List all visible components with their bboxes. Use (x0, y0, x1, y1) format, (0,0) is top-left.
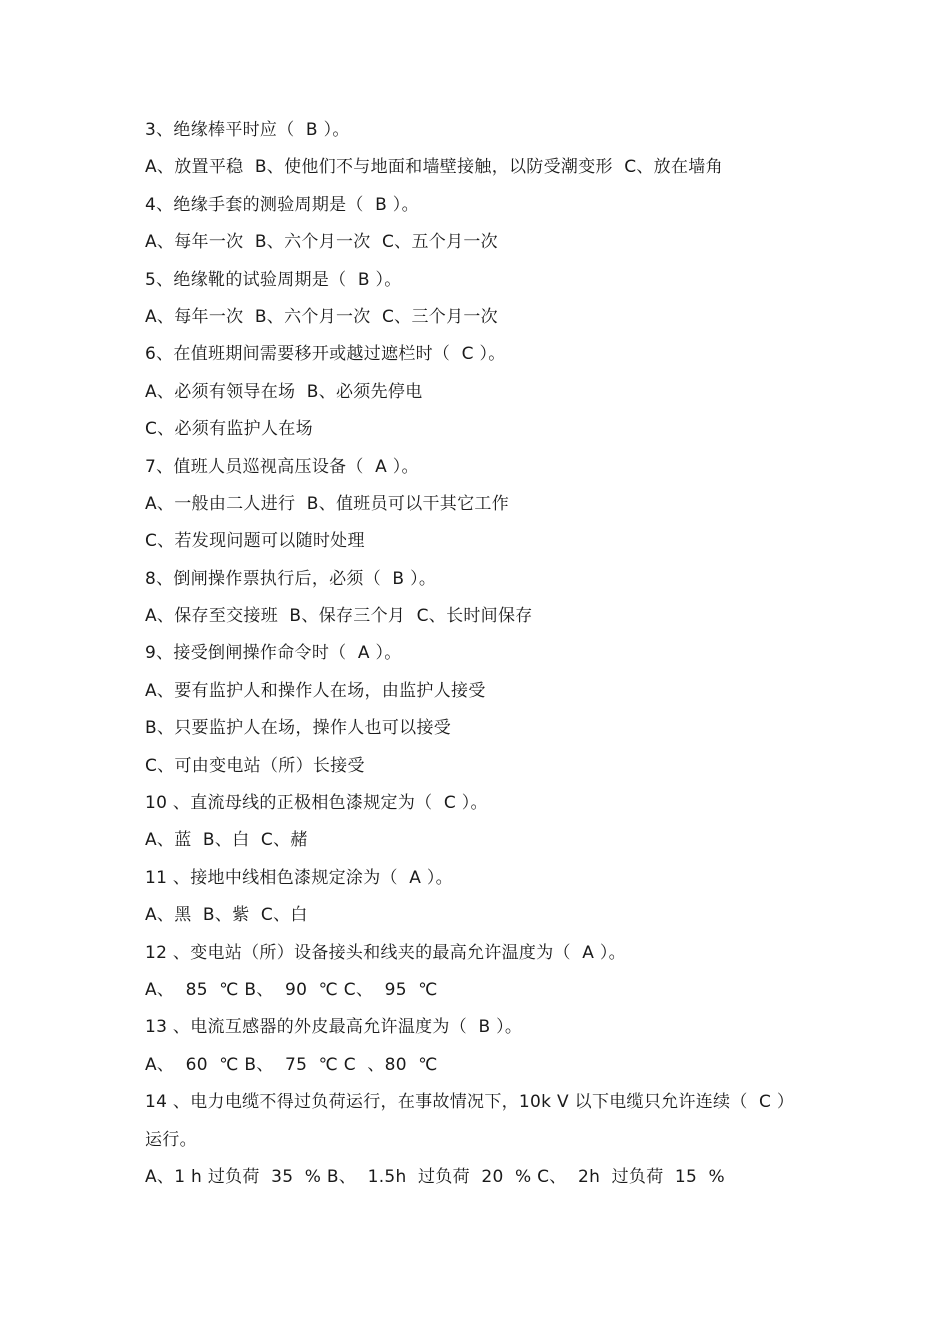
question-14-continued: 运行。 (145, 1129, 197, 1150)
question-12: 12 、变电站（所）设备接头和线夹的最高允许温度为（ A ）。 (145, 942, 626, 963)
question-9: 9、接受倒闸操作命令时（ A ）。 (145, 643, 402, 664)
question-6-option-c: C、必须有监护人在场 (145, 419, 313, 440)
question-8: 8、倒闸操作票执行后，必须（ B ）。 (145, 568, 437, 589)
question-4-options: A、每年一次 B、六个月一次 C、五个月一次 (145, 232, 498, 253)
question-5: 5、绝缘靴的试验周期是（ B ）。 (145, 269, 402, 290)
question-9-option-a: A、要有监护人和操作人在场，由监护人接受 (145, 680, 486, 701)
question-7: 7、值班人员巡视高压设备（ A ）。 (145, 456, 419, 477)
question-5-options: A、每年一次 B、六个月一次 C、三个月一次 (145, 306, 498, 327)
question-7-option-c: C、若发现问题可以随时处理 (145, 531, 365, 552)
question-14-options: A、1 h 过负荷 35 % B、 1.5h 过负荷 20 % C、 2h 过负荷 15 % (145, 1166, 725, 1187)
question-4: 4、绝缘手套的测验周期是（ B ）。 (145, 194, 419, 215)
question-8-options: A、保存至交接班 B、保存三个月 C、长时间保存 (145, 606, 533, 627)
question-10-options: A、蓝 B、白 C、赭 (145, 830, 308, 851)
question-11-options: A、黑 B、紫 C、白 (145, 905, 308, 926)
question-9-option-b: B、只要监护人在场，操作人也可以接受 (145, 718, 452, 739)
question-6-options-ab: A、必须有领导在场 B、必须先停电 (145, 381, 423, 402)
question-7-options-ab: A、一般由二人进行 B、值班员可以干其它工作 (145, 493, 509, 514)
question-3: 3、绝缘棒平时应（ B ）。 (145, 120, 350, 140)
question-list (145, 112, 825, 1196)
question-6: 6、在值班期间需要移开或越过遮栏时（ C ）。 (145, 344, 506, 365)
question-13: 13 、电流互感器的外皮最高允许温度为（ B ）。 (145, 1017, 523, 1038)
question-10: 10 、直流母线的正极相色漆规定为（ C ）。 (145, 793, 488, 814)
question-3-options: A、放置平稳 B、使他们不与地面和墙壁接触，以防受潮变形 C、放在墙角 (145, 157, 723, 178)
question-12-options: A、 85 ℃ B、 90 ℃ C、 95 ℃ (145, 979, 438, 1000)
question-14: 14 、电力电缆不得过负荷运行，在事故情况下，10k V 以下电缆只允许连续（ C ） (145, 1092, 795, 1113)
question-11: 11 、接地中线相色漆规定涂为（ A ）。 (145, 867, 453, 888)
question-13-options: A、 60 ℃ B、 75 ℃ C 、80 ℃ (145, 1054, 438, 1075)
question-9-option-c: C、可由变电站（所）长接受 (145, 755, 365, 776)
